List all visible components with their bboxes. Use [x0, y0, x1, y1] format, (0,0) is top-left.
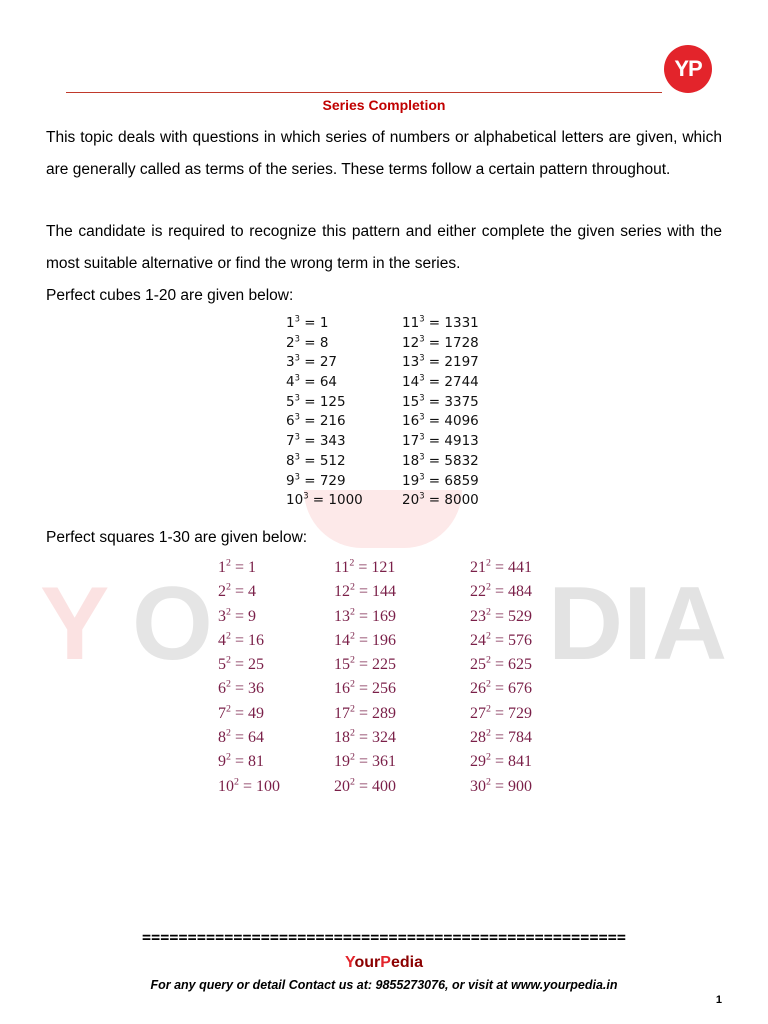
square-value: = 441 — [490, 559, 532, 576]
square-value: = 900 — [490, 777, 532, 795]
square-value: = 289 — [354, 704, 396, 722]
square-exponent: 2 — [486, 776, 491, 788]
cube-exponent: 3 — [419, 352, 425, 363]
square-base: 24 — [470, 631, 486, 649]
square-base: 26 — [470, 680, 486, 698]
cube-row-6 — [286, 412, 363, 432]
cube-row-11 — [402, 314, 479, 334]
cube-exponent: 3 — [294, 313, 300, 324]
square-exponent: 2 — [486, 630, 491, 642]
cube-exponent: 3 — [294, 372, 300, 383]
cube-row-9 — [286, 472, 363, 492]
square-value: = 81 — [230, 753, 264, 771]
cube-base: 15 — [402, 393, 420, 410]
cube-base: 5 — [286, 393, 295, 410]
cube-value: = 1 — [299, 315, 329, 331]
square-base: 20 — [334, 777, 350, 795]
cube-exponent: 3 — [303, 490, 309, 501]
square-value: = 4 — [230, 583, 256, 601]
square-row-2 — [218, 580, 280, 604]
square-exponent: 2 — [486, 654, 491, 666]
square-exponent: 2 — [350, 727, 355, 739]
square-row-24 — [470, 629, 532, 653]
square-row-26 — [470, 677, 532, 701]
cube-row-2 — [286, 334, 363, 354]
square-base: 30 — [470, 777, 486, 795]
square-base: 23 — [470, 607, 486, 625]
square-base: 25 — [470, 656, 486, 674]
cube-value: = 8 — [299, 334, 329, 351]
yourpedia-logo — [664, 45, 712, 93]
cube-value: = 512 — [299, 452, 346, 469]
cube-value: = 1000 — [308, 492, 363, 509]
square-value: = 100 — [238, 777, 280, 795]
square-row-29 — [470, 750, 532, 774]
header-rule — [66, 92, 662, 93]
square-base: 5 — [218, 656, 226, 674]
square-exponent: 2 — [350, 703, 355, 715]
square-row-12 — [334, 580, 396, 604]
cube-base: 17 — [402, 433, 420, 450]
square-value: = 64 — [230, 729, 264, 747]
square-exponent: 2 — [350, 654, 355, 666]
squares-column-1 — [218, 556, 280, 799]
square-base: 21 — [470, 559, 486, 576]
cube-value: = 6859 — [424, 472, 479, 489]
square-base: 7 — [218, 704, 226, 722]
cube-exponent: 3 — [419, 490, 425, 501]
cube-base: 9 — [286, 472, 295, 489]
cube-row-17 — [402, 432, 479, 452]
cube-value: = 1331 — [424, 315, 479, 331]
cube-row-18 — [402, 452, 479, 472]
cube-row-8 — [286, 452, 363, 472]
cubes-column-2 — [402, 314, 479, 511]
square-value: = 676 — [490, 680, 532, 698]
cube-exponent: 3 — [419, 313, 425, 324]
cube-base: 1 — [286, 315, 295, 331]
cube-row-4 — [286, 373, 363, 393]
cube-base: 6 — [286, 413, 295, 430]
cube-row-20 — [402, 491, 479, 511]
cube-row-14 — [402, 373, 479, 393]
square-row-30 — [470, 775, 532, 799]
logo-text: YP — [674, 56, 702, 81]
square-base: 14 — [334, 631, 350, 649]
square-base: 1 — [218, 559, 226, 576]
footer-brand — [0, 954, 768, 972]
footer-rule: ===================================================== — [142, 928, 626, 946]
brand-edia: edia — [390, 954, 423, 971]
square-value: = 225 — [354, 656, 396, 674]
cube-row-12 — [402, 334, 479, 354]
square-value: = 256 — [354, 680, 396, 698]
cube-exponent: 3 — [419, 392, 425, 403]
cube-value: = 8000 — [424, 492, 479, 509]
square-base: 15 — [334, 656, 350, 674]
cube-base: 12 — [402, 334, 420, 351]
square-row-8 — [218, 726, 280, 750]
cube-exponent: 3 — [294, 392, 300, 403]
square-row-15 — [334, 653, 396, 677]
square-base: 2 — [218, 583, 226, 601]
square-exponent: 2 — [486, 679, 491, 691]
footer-contact: For any query or detail Contact us at: 9855273076, or visit at www.yourpedia.in — [150, 978, 618, 992]
square-value: = 625 — [490, 656, 532, 674]
square-exponent: 2 — [486, 581, 491, 593]
square-row-18 — [334, 726, 396, 750]
cubes-heading: Perfect cubes 1-20 are given below: — [46, 287, 294, 304]
square-row-19 — [334, 750, 396, 774]
square-base: 16 — [334, 680, 350, 698]
square-row-11 — [334, 556, 396, 580]
square-row-13 — [334, 605, 396, 629]
square-value: = 361 — [354, 753, 396, 771]
cube-value: = 4096 — [424, 413, 479, 430]
square-base: 17 — [334, 704, 350, 722]
square-exponent: 2 — [350, 752, 355, 764]
square-value: = 324 — [354, 729, 396, 747]
watermark-letter-o: O — [132, 566, 213, 682]
square-exponent: 2 — [234, 776, 239, 788]
square-exponent: 2 — [350, 606, 355, 618]
square-value: = 9 — [230, 607, 256, 625]
square-row-14 — [334, 629, 396, 653]
squares-heading: Perfect squares 1-30 are given below: — [46, 529, 308, 546]
square-row-1 — [218, 556, 280, 580]
cube-exponent: 3 — [419, 431, 425, 442]
cube-base: 10 — [286, 492, 304, 509]
square-row-9 — [218, 750, 280, 774]
square-base: 27 — [470, 704, 486, 722]
cube-exponent: 3 — [419, 451, 425, 462]
square-value: = 529 — [490, 607, 532, 625]
cube-base: 2 — [286, 334, 295, 351]
cube-exponent: 3 — [294, 471, 300, 481]
square-row-5 — [218, 653, 280, 677]
square-exponent: 2 — [226, 606, 231, 618]
page-number: 1 — [715, 994, 722, 1006]
watermark-letters-dia: DIA — [548, 566, 728, 682]
intro-paragraph: This topic deals with questions in which series of numbers or alphabetical letters are given, which are generally called as terms of the series. These terms follow a certain pattern throughout. — [46, 129, 722, 178]
square-exponent: 2 — [350, 679, 355, 691]
square-row-6 — [218, 677, 280, 701]
cube-exponent: 3 — [294, 352, 300, 363]
square-base: 3 — [218, 607, 226, 625]
square-value: = 784 — [490, 729, 532, 747]
square-base: 6 — [218, 680, 226, 698]
square-value: = 400 — [354, 777, 396, 795]
square-exponent: 2 — [350, 630, 355, 642]
cube-value: = 343 — [299, 433, 346, 450]
square-row-16 — [334, 677, 396, 701]
square-row-4 — [218, 629, 280, 653]
cube-base: 7 — [286, 433, 295, 450]
square-base: 9 — [218, 753, 226, 771]
cube-exponent: 3 — [294, 431, 300, 442]
square-base: 11 — [334, 559, 350, 576]
square-exponent: 2 — [486, 727, 491, 739]
cube-value: = 1728 — [424, 334, 479, 351]
square-exponent: 2 — [486, 752, 491, 764]
cube-row-5 — [286, 393, 363, 413]
square-value: = 841 — [490, 753, 532, 771]
square-base: 19 — [334, 753, 350, 771]
watermark-letter-y: Y — [40, 566, 110, 682]
cube-base: 18 — [402, 452, 420, 469]
square-row-27 — [470, 702, 532, 726]
square-base: 18 — [334, 729, 350, 747]
cube-row-13 — [402, 353, 479, 373]
square-base: 8 — [218, 729, 226, 747]
cube-base: 13 — [402, 354, 420, 371]
square-row-20 — [334, 775, 396, 799]
cube-base: 14 — [402, 374, 420, 391]
square-value: = 169 — [354, 607, 396, 625]
square-value: = 36 — [230, 680, 264, 698]
square-base: 10 — [218, 777, 234, 795]
square-row-7 — [218, 702, 280, 726]
square-value: = 25 — [230, 656, 264, 674]
square-exponent: 2 — [226, 581, 231, 593]
cube-row-3 — [286, 353, 363, 373]
square-base: 4 — [218, 631, 226, 649]
square-exponent: 2 — [226, 752, 231, 764]
cube-base: 4 — [286, 374, 295, 391]
squares-column-2 — [334, 556, 396, 799]
square-base: 13 — [334, 607, 350, 625]
square-row-3 — [218, 605, 280, 629]
cube-value: = 729 — [299, 472, 346, 489]
brand-our: our — [354, 954, 381, 971]
cube-exponent: 3 — [294, 411, 300, 422]
cubes-column-1 — [286, 314, 363, 511]
cube-row-16 — [402, 412, 479, 432]
square-exponent: 2 — [349, 557, 355, 569]
cube-base: 11 — [402, 315, 420, 331]
cube-row-15 — [402, 393, 479, 413]
cube-exponent: 3 — [419, 411, 425, 422]
square-value: = 49 — [230, 704, 264, 722]
candidate-paragraph: The candidate is required to recognize this pattern and either complete the given series with the most suitable alternative or find the wrong term in the series. — [46, 223, 722, 272]
square-exponent: 2 — [226, 703, 231, 715]
square-value: = 729 — [490, 704, 532, 722]
square-row-25 — [470, 653, 532, 677]
cube-row-19 — [402, 472, 479, 492]
square-exponent: 2 — [226, 679, 231, 691]
cube-base: 20 — [402, 492, 420, 509]
cube-row-1 — [286, 314, 363, 334]
cube-value: = 125 — [299, 393, 346, 410]
square-row-10 — [218, 775, 280, 799]
square-row-28 — [470, 726, 532, 750]
cube-exponent: 3 — [294, 451, 300, 462]
cube-exponent: 3 — [294, 333, 300, 344]
square-base: 29 — [470, 753, 486, 771]
cube-row-7 — [286, 432, 363, 452]
square-row-21 — [470, 556, 532, 580]
square-exponent: 2 — [486, 606, 491, 618]
cube-base: 3 — [286, 354, 295, 371]
cube-exponent: 3 — [419, 471, 425, 481]
brand-y: Y — [345, 954, 355, 971]
square-exponent: 2 — [486, 557, 491, 569]
cube-value: = 2197 — [424, 354, 479, 371]
square-exponent: 2 — [226, 630, 231, 642]
cube-exponent: 3 — [419, 372, 425, 383]
square-value: = 576 — [490, 631, 532, 649]
cube-value: = 2744 — [424, 374, 479, 391]
cube-value: = 27 — [299, 354, 337, 371]
cube-value: = 64 — [299, 374, 337, 391]
square-exponent: 2 — [226, 654, 231, 666]
squares-column-3 — [470, 556, 532, 799]
cube-base: 8 — [286, 452, 295, 469]
cube-exponent: 3 — [419, 333, 425, 344]
square-row-17 — [334, 702, 396, 726]
square-value: = 196 — [354, 631, 396, 649]
square-base: 28 — [470, 729, 486, 747]
square-value: = 1 — [230, 559, 256, 576]
square-exponent: 2 — [226, 557, 231, 569]
cube-row-10 — [286, 491, 363, 511]
square-base: 12 — [334, 583, 350, 601]
square-exponent: 2 — [350, 581, 355, 593]
square-value: = 16 — [230, 631, 264, 649]
square-row-23 — [470, 605, 532, 629]
page-title: Series Completion — [322, 97, 446, 113]
cube-base: 19 — [402, 472, 420, 489]
cube-value: = 3375 — [424, 393, 479, 410]
cube-value: = 4913 — [424, 433, 479, 450]
square-exponent: 2 — [226, 727, 231, 739]
cube-base: 16 — [402, 413, 420, 430]
square-value: = 484 — [490, 583, 532, 601]
square-value: = 121 — [354, 559, 396, 576]
square-base: 22 — [470, 583, 486, 601]
cube-value: = 216 — [299, 413, 346, 430]
square-exponent: 2 — [350, 776, 355, 788]
cube-value: = 5832 — [424, 452, 479, 469]
square-row-22 — [470, 580, 532, 604]
square-value: = 144 — [354, 583, 396, 601]
square-exponent: 2 — [486, 703, 491, 715]
brand-p: P — [380, 954, 391, 971]
